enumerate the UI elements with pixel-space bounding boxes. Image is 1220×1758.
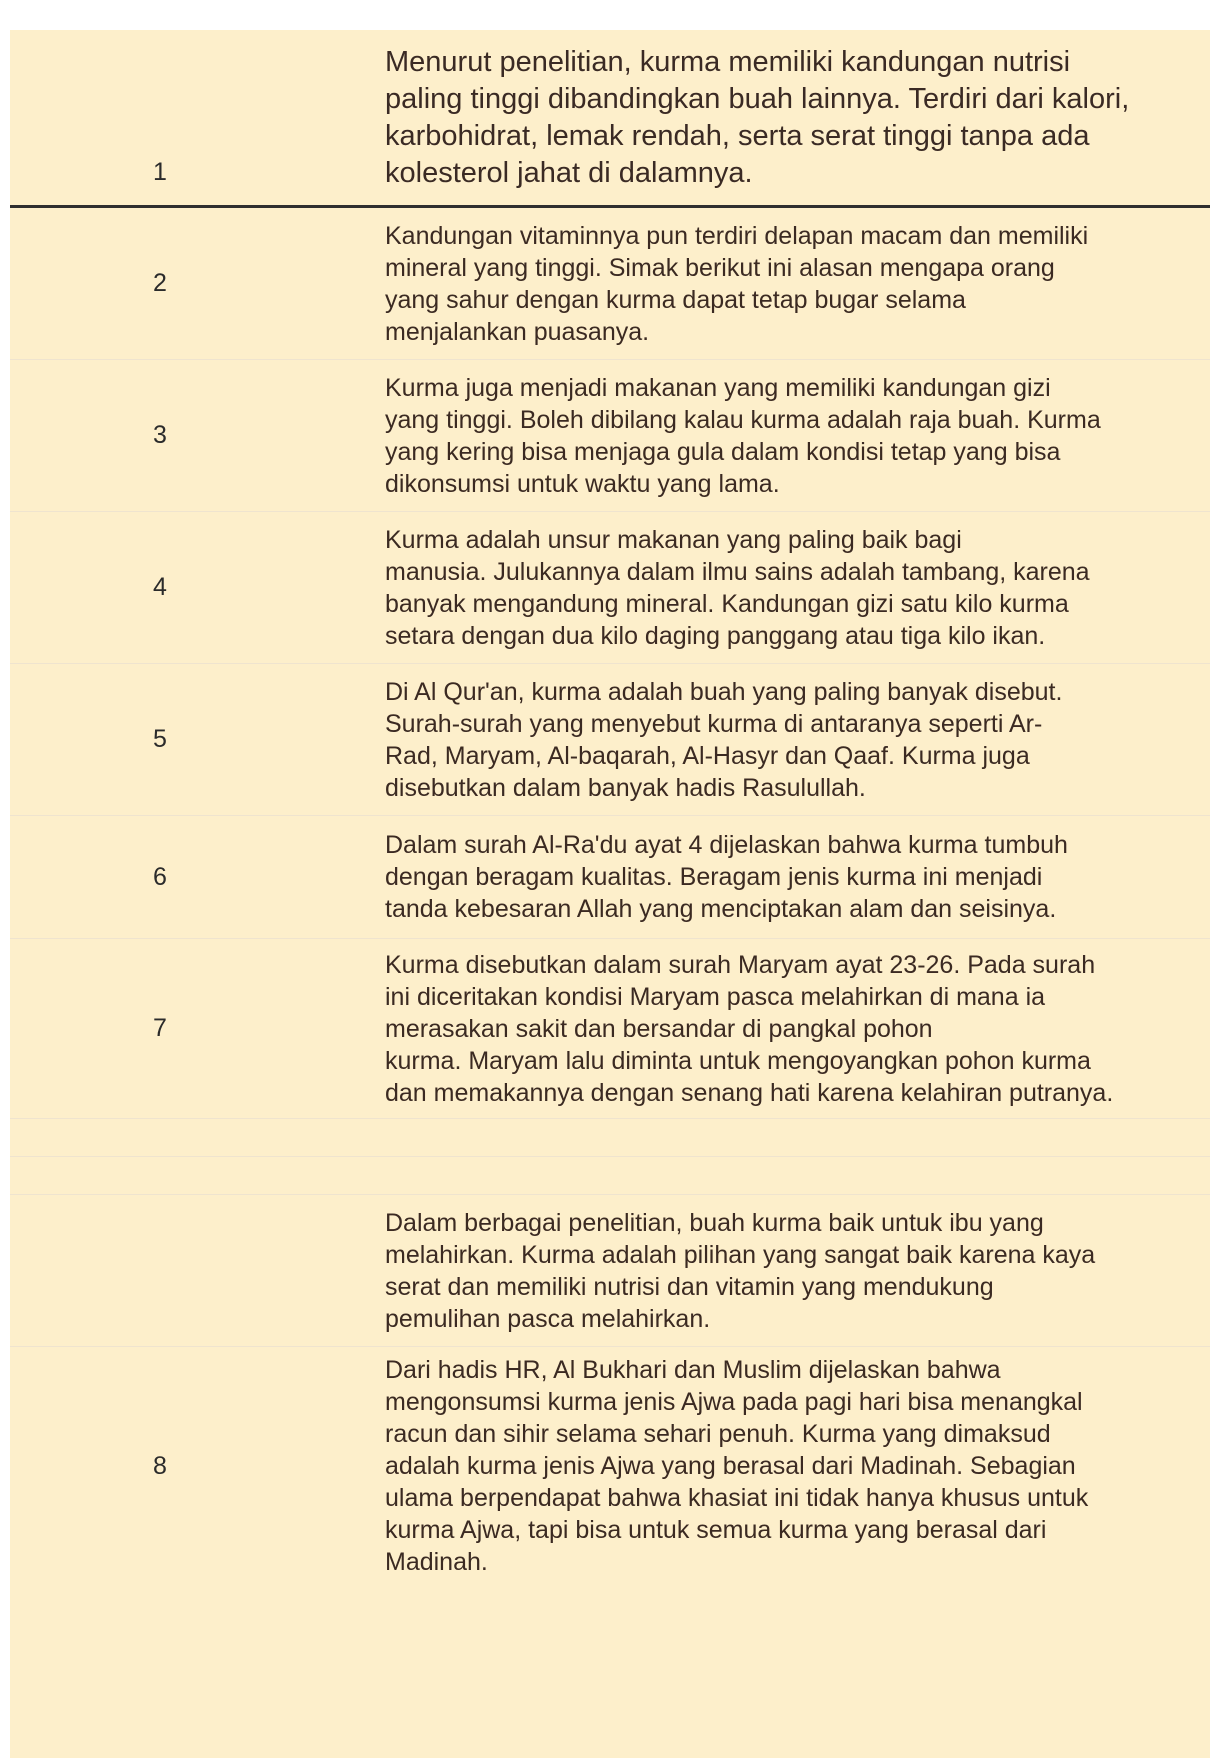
- row-number: 6: [153, 862, 167, 891]
- row-number: 5: [153, 725, 167, 753]
- facts-table: [10, 30, 1210, 1758]
- table-row: [10, 30, 1210, 208]
- row-number: 2: [153, 269, 167, 297]
- table-row: [10, 1195, 1210, 1347]
- row-number: 3: [153, 421, 167, 449]
- row-text: Dari hadis HR, Al Bukhari dan Muslim dijelaskan bahwa mengonsumsi kurma jenis Ajwa pada pagi hari bisa menangkal racun dan sihir selama sehari penuh. Kurma yang dimaksud adalah kurma jenis Ajwa yang berasal dari Madinah. Sebagian ulama berpendapat bahwa khasiat ini tidak hanya khusus untuk kurma Ajwa, tapi bisa untuk semua kurma yang berasal dari Madinah.: [385, 1356, 1089, 1576]
- row-number: 1: [153, 158, 167, 186]
- row-number: 8: [153, 1451, 167, 1480]
- row-text: Kurma adalah unsur makanan yang paling baik bagi manusia. Julukannya dalam ilmu sains adalah tambang, karena banyak mengandung mineral. Kandungan gizi satu kilo kurma setara dengan dua kilo daging panggang atau tiga kilo ikan.: [385, 525, 1090, 650]
- row-text: Kurma juga menjadi makanan yang memiliki kandungan gizi yang tinggi. Boleh dibilang kalau kurma adalah raja buah. Kurma yang kering bisa menjaga gula dalam kondisi tetap yang bisa dikonsumsi untuk waktu yang lama.: [385, 373, 1101, 498]
- row-text: Menurut penelitian, kurma memiliki kandungan nutrisi paling tinggi dibandingkan buah lainnya. Terdiri dari kalori, karbohidrat, lemak rendah, serta serat tinggi tanpa ada kolesterol jahat di dalamnya.: [385, 45, 1130, 189]
- row-text: Dalam berbagai penelitian, buah kurma baik untuk ibu yang melahirkan. Kurma adalah pilihan yang sangat baik karena kaya serat dan memiliki nutrisi dan vitamin yang mendukung pemulihan pasca melahirkan.: [385, 1208, 1096, 1333]
- row-number: 4: [153, 573, 167, 601]
- table-row: [10, 360, 1210, 512]
- row-text: Dalam surah Al-Ra'du ayat 4 dijelaskan bahwa kurma tumbuh dengan beragam kualitas. Beragam jenis kurma ini menjadi tanda kebesaran Allah yang menciptakan alam dan seisinya.: [385, 831, 1068, 923]
- table-row: [10, 512, 1210, 664]
- row-text: Kurma disebutkan dalam surah Maryam ayat 23-26. Pada surah ini diceritakan kondisi Maryam pasca melahirkan di mana ia merasakan sakit dan bersandar di pangkal pohon kurma. Maryam lalu diminta untuk mengoyangkan pohon kurma dan memakannya dengan senang hati karena kelahiran putranya.: [385, 950, 1114, 1107]
- table-row: [10, 664, 1210, 816]
- table-row: [10, 816, 1210, 939]
- table-row: [10, 1347, 1210, 1585]
- table-row: [10, 208, 1210, 360]
- row-text: Kandungan vitaminnya pun terdiri delapan macam dan memiliki mineral yang tinggi. Simak berikut ini alasan mengapa orang yang sahur dengan kurma dapat tetap bugar selama menjalankan puasanya.: [385, 221, 1089, 346]
- table-row-empty: [10, 1157, 1210, 1195]
- row-text: Di Al Qur'an, kurma adalah buah yang paling banyak disebut. Surah-surah yang menyebut kurma di antaranya seperti Ar- Rad, Maryam, Al-baqarah, Al-Hasyr dan Qaaf. Kurma juga disebutkan dalam banyak hadis Rasulullah.: [385, 677, 1063, 802]
- row-number: 7: [153, 1014, 167, 1042]
- table-row: [10, 939, 1210, 1119]
- table-row-empty: [10, 1119, 1210, 1157]
